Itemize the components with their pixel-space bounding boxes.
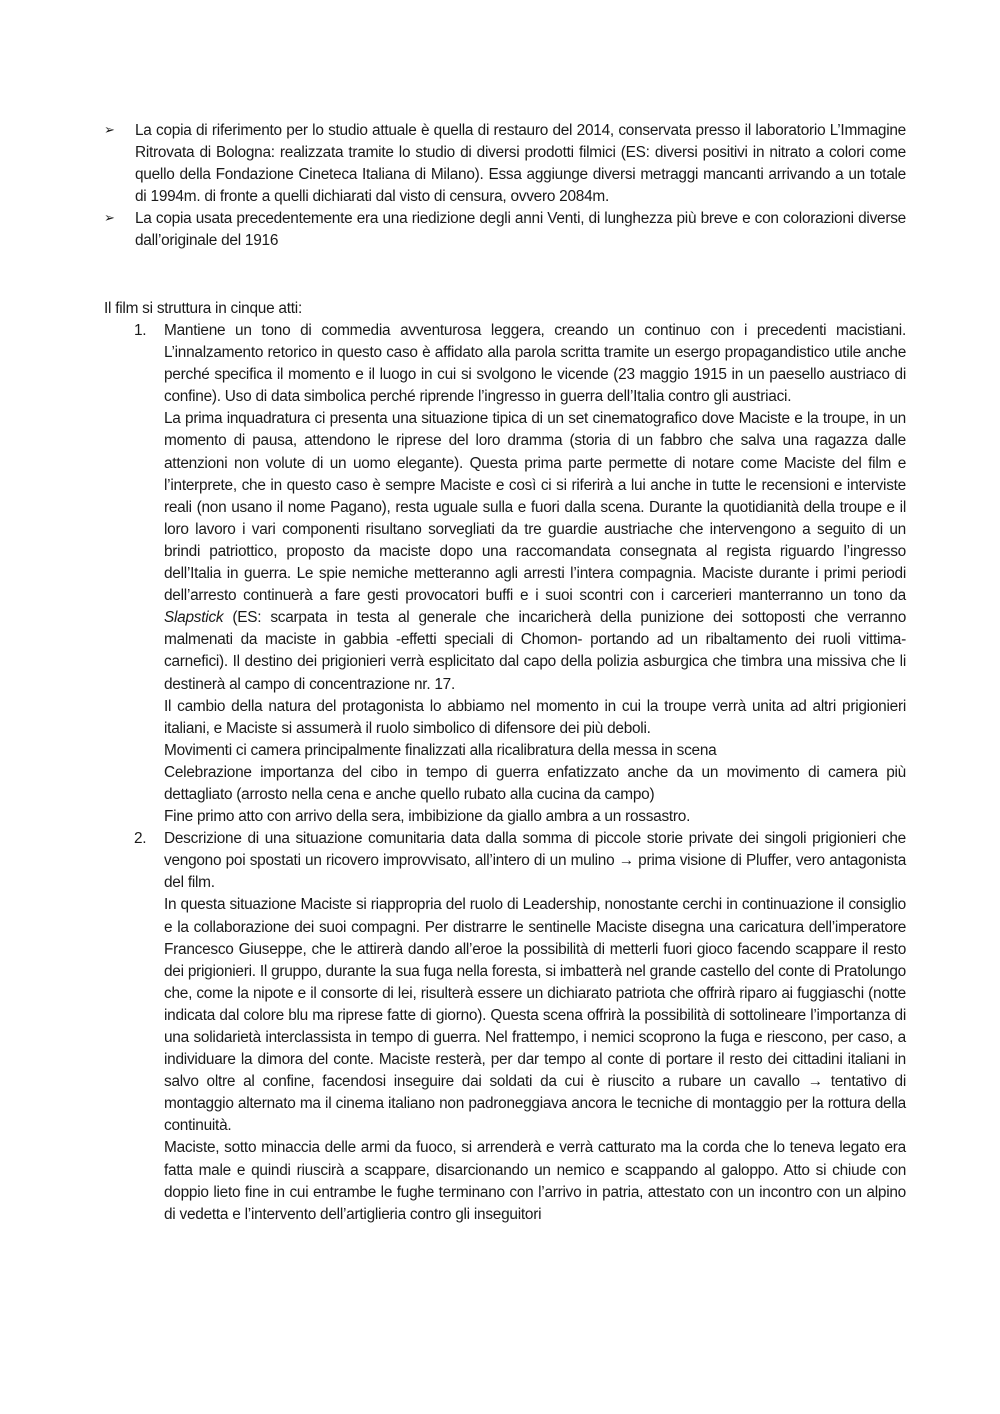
bullet-list (104, 120, 906, 253)
acts-intro: Il film si struttura in cinque atti: (104, 300, 302, 317)
act-number: 2. (134, 830, 147, 848)
act-paragraph: Maciste, sotto minaccia delle armi da fuoco, si arrenderà e verrà catturato ma la corda che lo teneva legato era fatta male e quindi riuscirà a scappare, disarcionando un nemico e scappando al galoppo. Atto si chiude con doppio lieto fine in cui entrambe le fughe terminano con l’arrivo in patria, attestato con un incontro con un alpino di vedetta e l’intervento dell’artiglieria contro gli inseguitori (164, 1139, 906, 1223)
bullet-item (104, 120, 906, 208)
bullet-text: La copia di riferimento per lo studio attuale è quella di restauro del 2014, conservata presso il laboratorio L’Immagine Ritrovata di Bologna: realizzata tramite lo studio di diversi prodotti filmici (ES: diversi positivi in nitrato a colori come quello della Fondazione Cineteca Italiana di Milano). Essa aggiunge diversi metraggi mancanti arrivando a un totale di 1994m. di fronte a quelli dichiarati dal visto di censura, ovvero 2084m. (135, 122, 906, 206)
act-paragraph: Il cambio della natura del protagonista lo abbiamo nel momento in cui la troupe verrà unita ad altri prigionieri italiani, e Maciste si assumerà il ruolo simbolico di difensore dei più deboli. (164, 697, 906, 737)
arrow-bullet-icon: ➢ (104, 123, 115, 138)
act-item (134, 320, 906, 828)
act-paragraph: Descrizione di una situazione comunitaria data dalla somma di piccole storie private dei singoli prigionieri che vengono poi spostati un ricovero improvvisato, all’intero di un mulino → prima visione di Pluffer, vero antagonista del film. (164, 830, 906, 892)
act-paragraph: Celebrazione importanza del cibo in tempo di guerra enfatizzato anche da un movimento di camera più dettagliato (arrosto nella cena e anche quello rubato alla cucina da campo) (164, 763, 906, 803)
italic-term: Slapstick (164, 609, 224, 627)
act-paragraph: Movimenti ci camera principalmente finalizzati alla ricalibratura della messa in scena (164, 741, 717, 759)
act-paragraph (164, 408, 906, 695)
act-text: (ES: scarpata in testa al generale che incaricherà della punizione dei sottoposti che verranno malmenati da maciste in gabbia -effetti speciali di Chomon- portando ad un ribaltamento dei ruoli vittima-carnefici). Il destino dei prigionieri verrà esplicitato dal capo della polizia asburgica che timbra una missiva che li destinerà al campo di concentrazione nr. 17. (164, 609, 907, 693)
act-paragraph: Mantiene un tono di commedia avventurosa leggera, creando un continuo con i precedenti macistiani. L’innalzamento retorico in questo caso è affidato alla parola scritta tramite un esergo propagandistico utile anche perché specifica il momento e il luogo in cui si svolgono le vicende (23 maggio 1915 in un paesello austriaco di confine). Uso di data simbolica perché riprende l’ingresso in guerra dell’Italia contro gli austriaci. (164, 322, 906, 406)
act-number: 1. (134, 322, 147, 339)
bullet-item (104, 208, 906, 252)
acts-list (134, 320, 906, 1226)
act-text: La prima inquadratura ci presenta una situazione tipica di un set cinematografico dove Maciste e la troupe, in un momento di pausa, attendono le riprese del loro dramma (storia di un fabbro che salva una ragazza dalle attenzioni non volute di un uomo elegante). Questa prima parte permette di notare come Maciste del film e l’interprete, che in questo caso è sempre Maciste e così ci si riferirà a lui anche in tutte le recensioni e interviste reali (non usano il nome Pagano), resta uguale sulla e fuori dalla scena. Durante la quotidianità della troupe e il loro lavoro i vari componenti risultano sorvegliati da tre guardie austriache che intervengono a seguito di un brindi patriottico, proposto da maciste dopo una raccomandata consegnata al regista riguardo l’ingresso dell’Italia in guerra. Le spie nemiche metteranno agli arresti l’intera compagnia. Maciste durante i primi periodi dell’arresto continuerà a fare gesti provocatori buffi e i suoi scontri con i carcerieri manterranno un tono da (164, 410, 906, 605)
bullet-text: La copia usata precedentemente era una riedizione degli anni Venti, di lunghezza più breve e con colorazioni diverse dall’originale del 1916 (135, 210, 906, 250)
act-paragraph: In questa situazione Maciste si riappropria del ruolo di Leadership, nonostante cerchi in continuazione il consiglio e la collaborazione dei suoi compagni. Per distrarre le sentinelle Maciste disegna una caricatura dell’imperatore Francesco Giuseppe, che le attirerà dando all’eroe la possibilità di metterli fuori gioco facendo scappare il resto dei prigionieri. Il gruppo, durante la sua fuga nella foresta, si imbatterà nel grande castello del conte di Pratolungo che, come la nipote e il consorte di lei, risulterà essere un dichiarato patriota che offrirà riparo ai fuggiaschi (notte indicata dal colore blu ma riprese fatte di giorno). Questa scena offrirà la possibilità di sottolineare l’importanza di una solidarietà interclassista in tempo di guerra. Nel frattempo, i nemici scoprono la fuga e riescono, per caso, a individuare la dimora del conte. Maciste resterà, per dar tempo al conte di portare il resto dei cittadini italiani in salvo oltre al confine, facendosi inseguire dai soldati da cui è riuscito a rubare un cavallo → tentativo di montaggio alternato ma il cinema italiano non padroneggiava ancora le tecniche di montaggio per la rottura della continuità. (164, 896, 906, 1135)
act-paragraph: Fine primo atto con arrivo della sera, imbibizione da giallo ambra a un rossastro. (164, 808, 691, 826)
act-item (134, 828, 906, 1226)
arrow-bullet-icon: ➢ (104, 211, 115, 227)
